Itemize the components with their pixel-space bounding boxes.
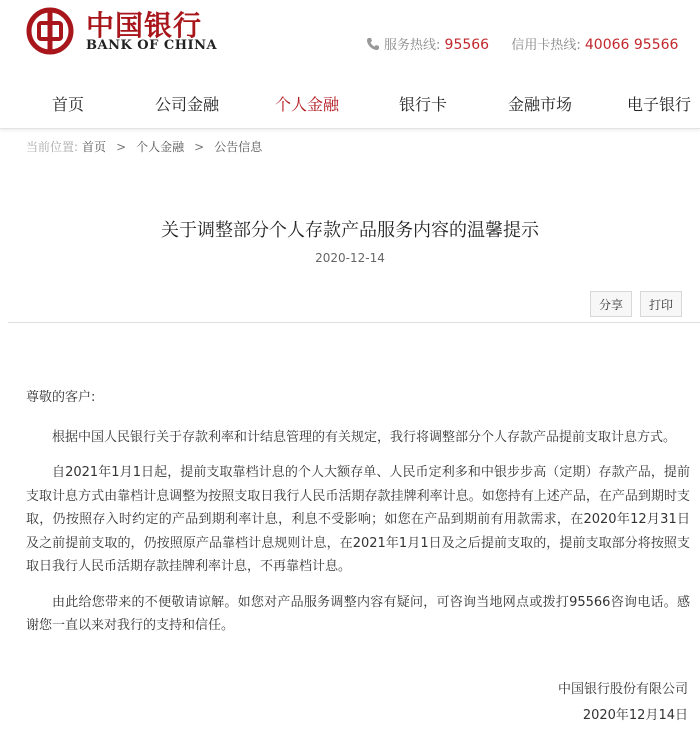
print-button[interactable]: 打印 (640, 291, 682, 317)
credit-card-hotline-label: 信用卡热线: (511, 38, 581, 53)
article-title: 关于调整部分个人存款产品服务内容的温馨提示 (161, 220, 539, 241)
nav-item-home[interactable]: 首页 (52, 95, 85, 114)
brand-name-cn: 中国银行 (86, 9, 203, 42)
paragraph-1: 根据中国人民银行关于存款利率和计结息管理的有关规定，我行将调整部分个人存款产品提前支取计息方式。 (52, 429, 677, 445)
breadcrumb-personal-banking-link[interactable]: 个人金融 (136, 140, 185, 154)
brand-name-en: BANK OF CHINA (86, 38, 218, 53)
paragraph-2: 自2021年1月1日起，提前支取靠档计息的个人大额存单、人民币定利多和中银步步高（定期）存款产品，提前支取计息方式由靠档计息调整为按照支取日我行人民币活期存款挂牌利率计息。如您持有上述产品，在产品到期时支取，仍按照存入时约定的产品到期利率计息，利息不受影响；如您在产品到期前有用款需求，在2020年12月31日及之前提前支取的，仍按照原产品靠档计息规则计息，在2021年1月1日及之后提前支取的，提前支取部分将按照支取日我行人民币活期存款挂牌利率计息，不再靠档计息。 (26, 465, 690, 574)
share-button[interactable]: 分享 (590, 291, 632, 317)
nav-item-e-banking[interactable]: 电子银行 (627, 95, 692, 114)
breadcrumb-announcements-link[interactable]: 公告信息 (214, 140, 263, 154)
article-body (26, 386, 690, 650)
article-date: 2020-12-14 (315, 251, 385, 265)
service-hotline-label: 服务热线: (384, 38, 441, 53)
bank-of-china-logo-icon[interactable] (26, 7, 74, 55)
phone-icon (366, 37, 380, 51)
paragraph-3: 由此给您带来的不便敬请谅解。如您对产品服务调整内容有疑问，可咨询当地网点或拨打95566咨询电话。感谢您一直以来对我行的支持和信任。 (26, 594, 690, 633)
breadcrumb (26, 138, 262, 155)
breadcrumb-separator-icon: > (116, 140, 127, 154)
breadcrumb-home-link[interactable]: 首页 (82, 140, 107, 154)
nav-item-corporate-banking[interactable]: 公司金融 (155, 95, 220, 114)
signature-company: 中国银行股份有限公司 (557, 682, 688, 697)
nav-item-bank-cards[interactable]: 银行卡 (399, 95, 448, 114)
hotlines (366, 34, 678, 53)
credit-card-hotline-number: 40066 95566 (584, 37, 679, 53)
breadcrumb-prefix: 当前位置: (26, 140, 79, 154)
site-header (0, 0, 700, 129)
nav-item-personal-banking[interactable]: 个人金融 (275, 95, 340, 114)
signature-date: 2020年12月14日 (582, 708, 688, 723)
breadcrumb-separator-icon: > (194, 140, 205, 154)
main-nav (0, 78, 700, 128)
greeting: 尊敬的客户: (26, 390, 96, 405)
nav-item-financial-markets[interactable]: 金融市场 (508, 95, 573, 114)
service-hotline-number: 95566 (444, 37, 490, 53)
divider (8, 322, 700, 323)
